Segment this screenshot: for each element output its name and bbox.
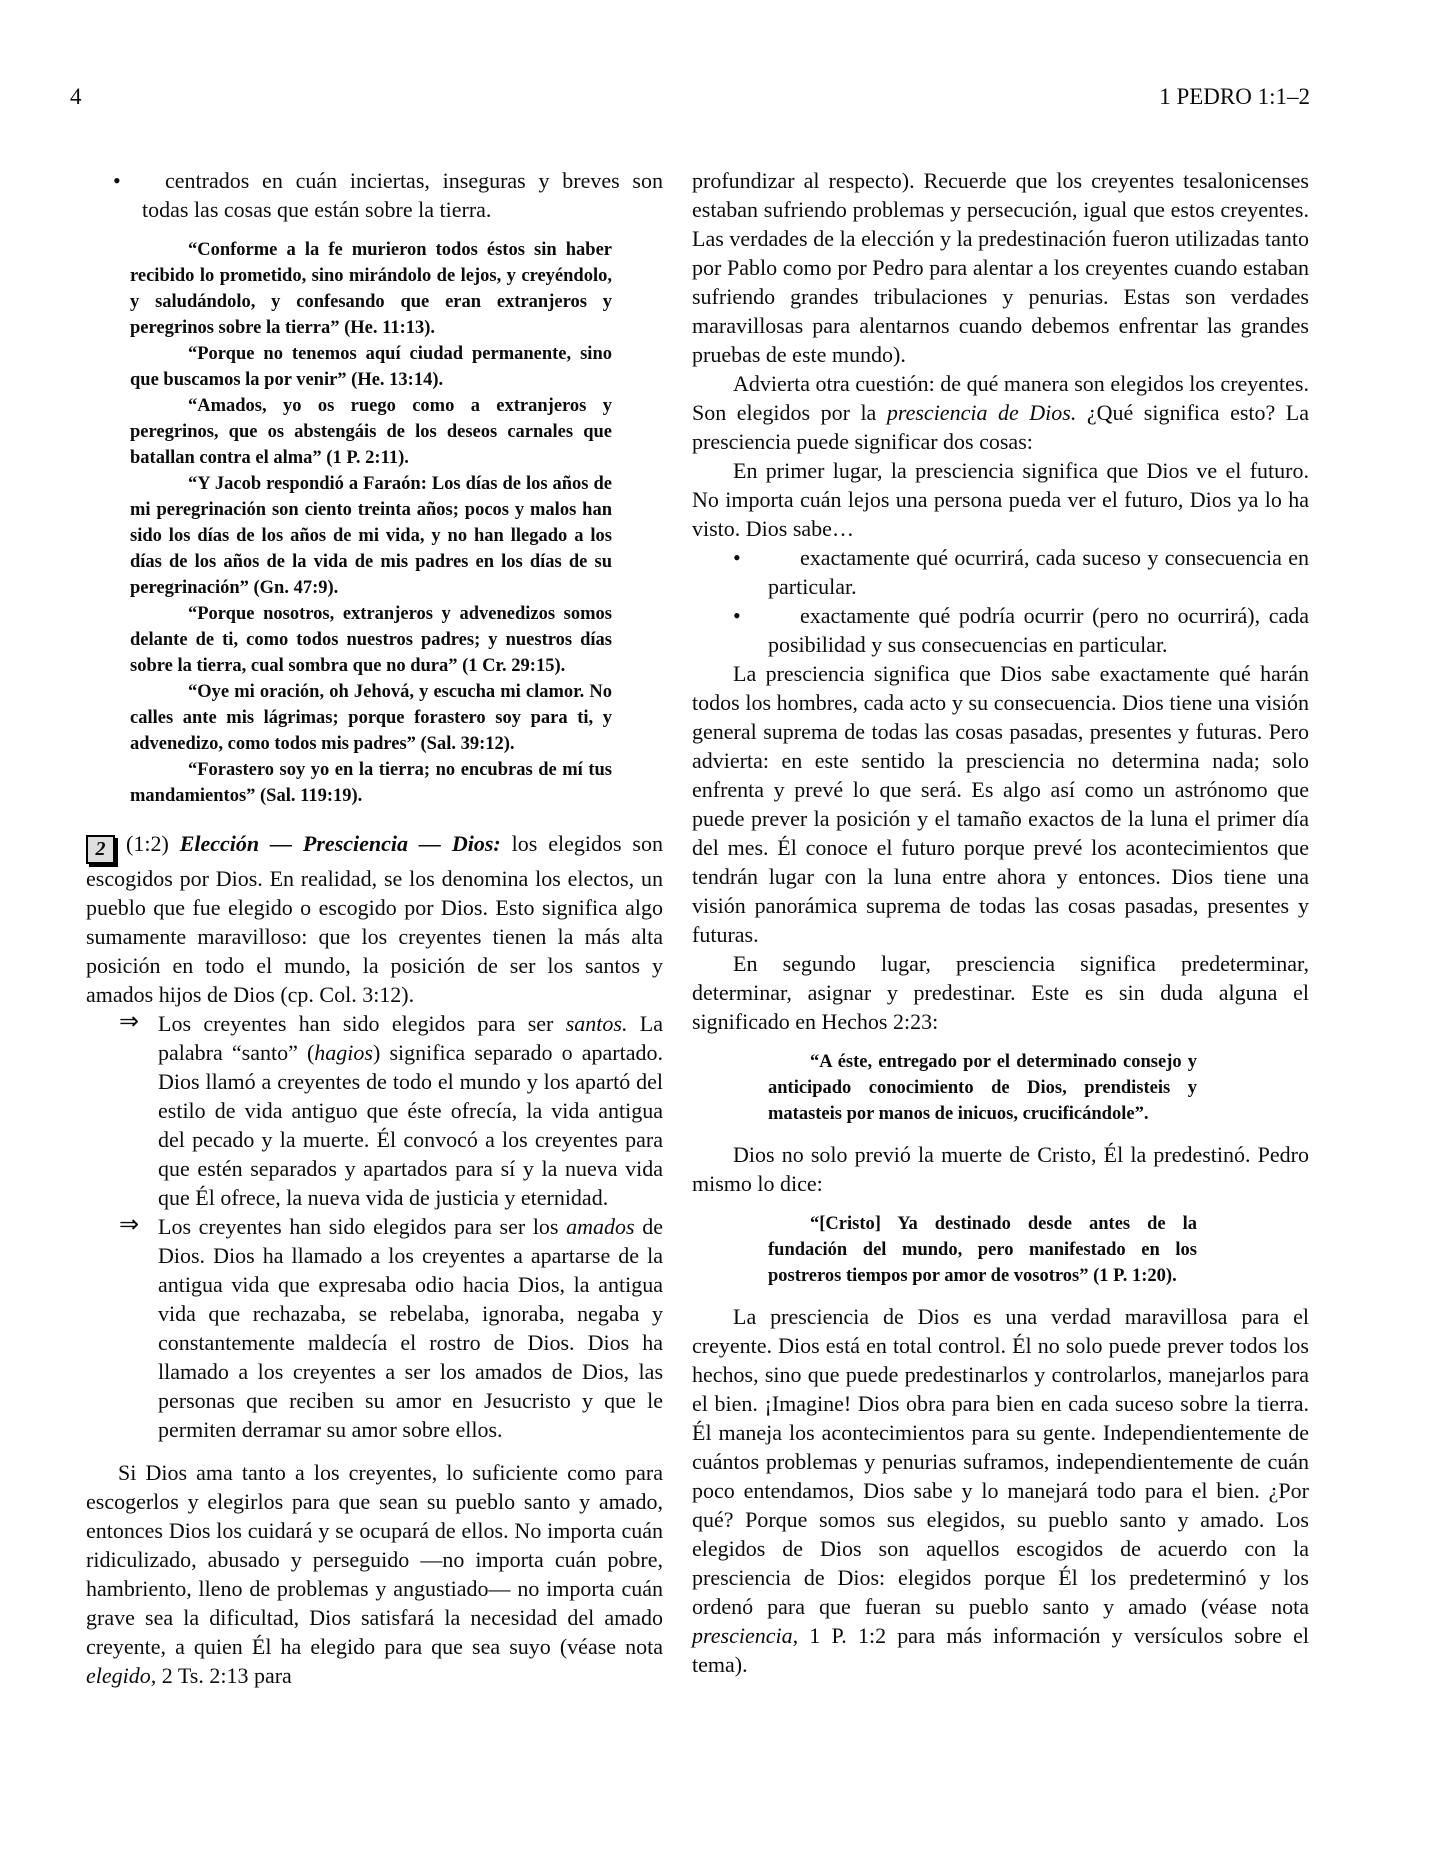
text-run: Dios no solo previó la muerte de Cristo, Él la predestinó. Pedro mismo lo dice: bbox=[692, 1142, 1309, 1196]
text-run: “Porque no tenemos aquí ciudad permanente, sino que buscamos la por venir” (He. 13:14). bbox=[130, 344, 612, 390]
text-run: “Y Jacob respondió a Faraón: Los días de los años de mi peregrinación son ciento treinta años; pocos y malos han sido los días de los años de mi vida, y no han llegado a los días de los años de la vida de mis padres en los días de su peregrinación” (Gn. 47:9). bbox=[130, 474, 612, 598]
bullet-list-item bbox=[692, 601, 1309, 659]
scripture-quote bbox=[768, 1049, 1197, 1127]
paragraph bbox=[692, 1302, 1309, 1679]
bullet-icon: • bbox=[733, 603, 741, 628]
text-run: “Amados, yo os ruego como a extranjeros y peregrinos, que os abstengáis de los deseos carnales que batallan contra el alma” (1 P. 2:11). bbox=[130, 396, 612, 468]
bullet-icon: • bbox=[113, 168, 121, 193]
text-run: “Porque nosotros, extranjeros y advenedizos somos delante de ti, como todos nuestros padres; y nuestros días sobre la tierra, cual sombra que no dura” (1 Cr. 29:15). bbox=[130, 604, 612, 676]
paragraph bbox=[692, 949, 1309, 1036]
bullet-list-item bbox=[86, 166, 663, 224]
text-run: “Oye mi oración, oh Jehová, y escucha mi clamor. No calles ante mis lágrimas; porque forastero soy para ti, y advenedizo, como todos mis padres” (Sal. 39:12). bbox=[130, 682, 612, 754]
text-run: Si Dios ama tanto a los creyentes, lo suficiente como para escogerlos y elegirlos para que sean su pueblo santo y amado, entonces Dios los cuidará y se ocupará de ellos. No importa cuán ridiculizado, abusado y perseguido —no importa cuán pobre, hambriento, lleno de problemas y angustiado— no importa cuán grave sea la dificultad, Dios satisfará la necesidad del amado creyente, a quien Él ha elegido para que sea suyo (véase nota bbox=[86, 1460, 663, 1659]
text-run: Los creyentes han sido elegidos para ser los bbox=[158, 1214, 567, 1239]
text-run: elegido, bbox=[86, 1663, 157, 1688]
scripture-quote bbox=[130, 237, 612, 341]
paragraph bbox=[692, 369, 1309, 456]
text-run: Los creyentes han sido elegidos para ser bbox=[158, 1011, 566, 1036]
bullet-list-item bbox=[692, 543, 1309, 601]
text-run: En segundo lugar, presciencia significa predeterminar, determinar, asignar y predestinar. Este es sin duda alguna el significado en Hechos 2:23: bbox=[692, 951, 1309, 1034]
scripture-quote bbox=[130, 393, 612, 471]
left-column bbox=[86, 166, 663, 1690]
section-number-badge: 2 bbox=[86, 835, 115, 864]
text-run: La presciencia de Dios es una verdad maravillosa para el creyente. Dios está en total control. Él no solo puede prever todos los hechos, sino que puede predestinarlos y controlarlos, manejarlos para el bien. ¡Imagine! Dios obra para bien en cada suceso sobre la tierra. Él maneja los acontecimientos para su gente. Independientemente de cuántos problemas y penurias suframos, independientemente de cuán poco entendamos, Dios sabe y lo manejará todo para el bien. ¿Por qué? Porque somos sus elegidos, su pueblo santo y amado. Los elegidos de Dios son aquellos escogidos de acuerdo con la presciencia de Dios: elegidos porque Él los predeterminó y los ordenó para que fueran su pueblo santo y amado (véase nota bbox=[692, 1304, 1309, 1619]
text-run: presciencia, bbox=[692, 1623, 799, 1648]
text-run: santos. bbox=[565, 1011, 628, 1036]
text-run: amados bbox=[566, 1214, 635, 1239]
text-run: “Forastero soy yo en la tierra; no encubras de mí tus mandamientos” (Sal. 119:19). bbox=[130, 760, 612, 806]
arrow-icon: ⇒ bbox=[119, 1212, 138, 1238]
paragraph bbox=[692, 456, 1309, 543]
text-run: Advierta otra cuestión: de qué manera son elegidos los creyentes. Son elegidos por la bbox=[692, 371, 1309, 425]
paragraph bbox=[692, 166, 1309, 369]
scripture-quote bbox=[130, 471, 612, 601]
text-run: “Conforme a la fe murieron todos éstos sin haber recibido lo prometido, sino mirándolo de lejos, y creyéndolo, y saludándolo, y confesando que eran extranjeros y peregrinos sobre la tierra” (He. 11:13). bbox=[130, 240, 612, 338]
paragraph bbox=[692, 1140, 1309, 1198]
scripture-quote bbox=[130, 341, 612, 393]
text-run: La palabra “santo” ( bbox=[158, 1011, 663, 1065]
section-note bbox=[86, 829, 663, 1009]
scripture-quote bbox=[768, 1211, 1197, 1289]
text-run: hagios bbox=[314, 1040, 373, 1065]
text-run: Elección — Presciencia — Dios: bbox=[179, 831, 501, 856]
paragraph bbox=[692, 659, 1309, 949]
text-run: ¿Qué significa esto? La presciencia puede significar dos cosas: bbox=[692, 400, 1309, 454]
text-run: “[Cristo] Ya destinado desde antes de la fundación del mundo, pero manifestado en los postreros tiempos por amor de vosotros” (1 P. 1:20). bbox=[768, 1214, 1197, 1286]
arrow-list-item bbox=[86, 1009, 663, 1212]
scripture-quote bbox=[130, 679, 612, 757]
arrow-icon: ⇒ bbox=[119, 1009, 138, 1035]
text-run: (1:2) bbox=[126, 831, 180, 856]
text-run: exactamente qué podría ocurrir (pero no ocurrirá), cada posibilidad y sus consecuencias en particular. bbox=[768, 603, 1309, 657]
text-run: 2 Ts. 2:13 para bbox=[156, 1663, 292, 1688]
text-run: profundizar al respecto). Recuerde que los creyentes tesalonicenses estaban sufriendo problemas y persecución, igual que estos creyentes. Las verdades de la elección y la predestinación fueron utilizadas tanto por Pablo como por Pedro para alentar a los creyentes cuando estaban sufriendo grandes tribulaciones y penurias. Estas son verdades maravillosas para alentarnos cuando debemos enfrentar las grandes pruebas de este mundo). bbox=[692, 168, 1309, 367]
paragraph bbox=[86, 1458, 663, 1690]
page-header bbox=[70, 84, 1310, 110]
bullet-icon: • bbox=[733, 545, 741, 570]
text-run: 1 P. 1:2 para más información y versículos sobre el tema). bbox=[692, 1623, 1309, 1677]
text-run: exactamente qué ocurrirá, cada suceso y consecuencia en particular. bbox=[768, 545, 1309, 599]
arrow-list-item bbox=[86, 1212, 663, 1444]
text-run: ) significa separado o apartado. Dios llamó a creyentes de todo el mundo y los apartó del estilo de vida antiguo que éste ofrecía, la vida antigua del pecado y la muerte. Él convocó a los creyentes para que estén separados y apartados para sí y la nueva vida que Él ofrece, la nueva vida de justicia y eternidad. bbox=[158, 1040, 663, 1210]
scripture-quote bbox=[130, 757, 612, 809]
text-run: los elegidos son escogidos por Dios. En realidad, se los denomina los electos, un pueblo que fue elegido o escogido por Dios. Esto significa algo sumamente maravilloso: que los creyentes tienen la más alta posición en todo el mundo, la posición de ser los santos y amados hijos de Dios (cp. Col. 3:12). bbox=[86, 831, 663, 1007]
text-run: En primer lugar, la presciencia significa que Dios ve el futuro. No importa cuán lejos una persona pueda ver el futuro, Dios ya lo ha visto. Dios sabe… bbox=[692, 458, 1309, 541]
text-run: centrados en cuán inciertas, inseguras y breves son todas las cosas que están sobre la tierra. bbox=[142, 168, 663, 222]
scripture-quote bbox=[130, 601, 612, 679]
text-run: presciencia de Dios. bbox=[886, 400, 1077, 425]
text-run: “A éste, entregado por el determinado consejo y anticipado conocimiento de Dios, prendisteis y matasteis por manos de inicuos, crucificándole”. bbox=[768, 1052, 1197, 1124]
text-run: de Dios. Dios ha llamado a los creyentes a apartarse de la antigua vida que expresaba odio hacia Dios, la antigua vida que rechazaba, se rebelaba, ignoraba, negaba y constantemente maldecía el rostro de Dios. Dios ha llamado a los creyentes a ser los amados de Dios, las personas que reciben su amor en Jesucristo y que le permiten derramar su amor sobre ellos. bbox=[158, 1214, 664, 1442]
right-column bbox=[692, 166, 1309, 1679]
running-title: 1 PEDRO 1:1–2 bbox=[1159, 84, 1310, 109]
text-run: La presciencia significa que Dios sabe exactamente qué harán todos los hombres, cada acto y su consecuencia. Dios tiene una visión general suprema de todas las cosas pasadas, presentes y futuras. Pero advierta: en este sentido la presciencia no determina nada; solo enfrenta y prevé lo que será. Es algo así como un astrónomo que puede prever la posición y el tamaño exactos de la luna el primer día del mes. Él conoce el futuro porque prevé los acontecimientos que tendrán lugar con la luna entre ahora y entonces. Dios tiene una visión panorámica suprema de todas las cosas pasadas, presentes y futuras. bbox=[692, 661, 1309, 947]
page-number: 4 bbox=[70, 84, 82, 109]
